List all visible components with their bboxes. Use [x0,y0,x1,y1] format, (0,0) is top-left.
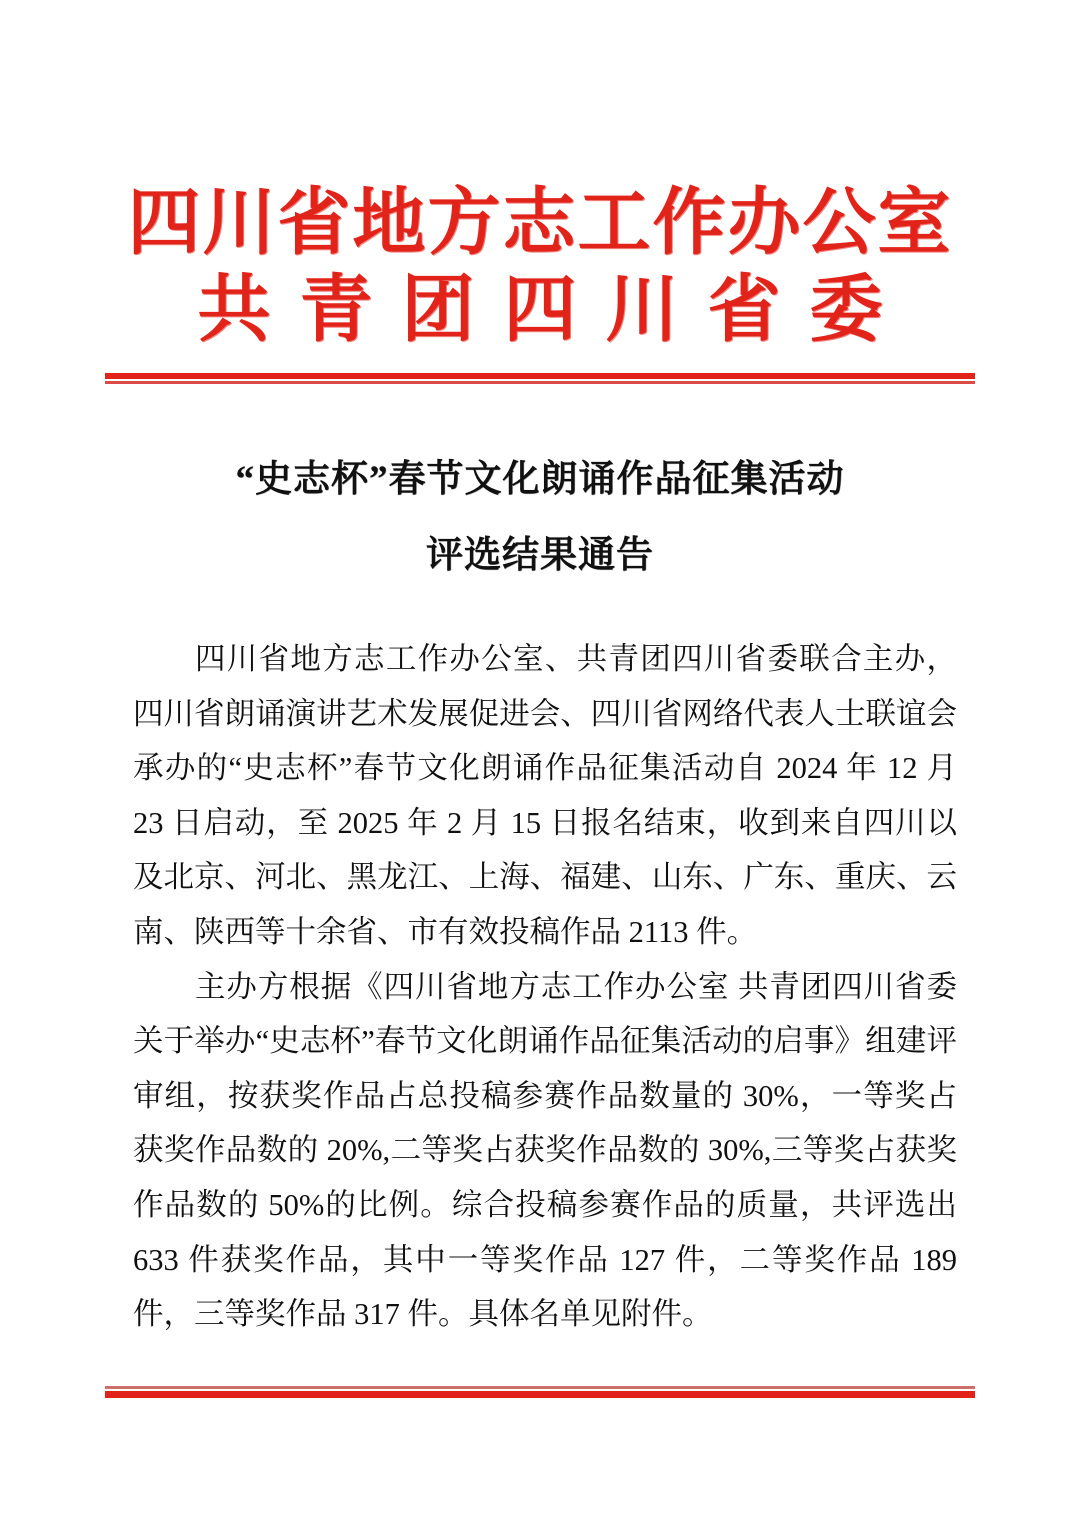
document-title-line-2: 评选结果通告 [426,535,654,576]
letterhead-line-2: 共青团四川省委 [197,269,912,350]
footer-bottom-rule [105,1386,975,1398]
document-title-line-1: “史志杯”春节文化朗诵作品征集活动 [235,459,845,500]
letterhead-line-1: 四川省地方志工作办公室 [127,182,953,263]
document-body [133,632,957,1342]
rule-bar-thin [105,381,975,384]
body-paragraph-1: 四川省地方志工作办公室、共青团四川省委联合主办，四川省朗诵演讲艺术发展促进会、四川省网络代表人士联谊会承办的“史志杯”春节文化朗诵作品征集活动自 2024 年 12 月 23 日启动，至 2025 年 2 月 15 日报名结束，收到来自四川以及北京、河北、黑龙江、上海、福建、山东、广东、重庆、云南、陕西等十余省、市有效投稿作品 2113 件。 [133,642,957,949]
letterhead-top-rule [105,373,975,384]
document-title [110,442,970,594]
body-paragraph-2: 主办方根据《四川省地方志工作办公室 共青团四川省委关于举办“史志杯”春节文化朗诵作品征集活动的启事》组建评审组，按获奖作品占总投稿参赛作品数量的 30%，一等奖占获奖作品数的 20%,二等奖占获奖作品数的 30%,三等奖占获奖作品数的 50%的比例。综合投稿参赛作品的质量，共评选出 633 件获奖作品，其中一等奖作品 127 件，二等奖作品 189 件，三等奖作品 317 件。具体名单见附件。 [133,969,957,1332]
letterhead [0,182,1080,350]
rule-bar-thick [105,1391,975,1398]
